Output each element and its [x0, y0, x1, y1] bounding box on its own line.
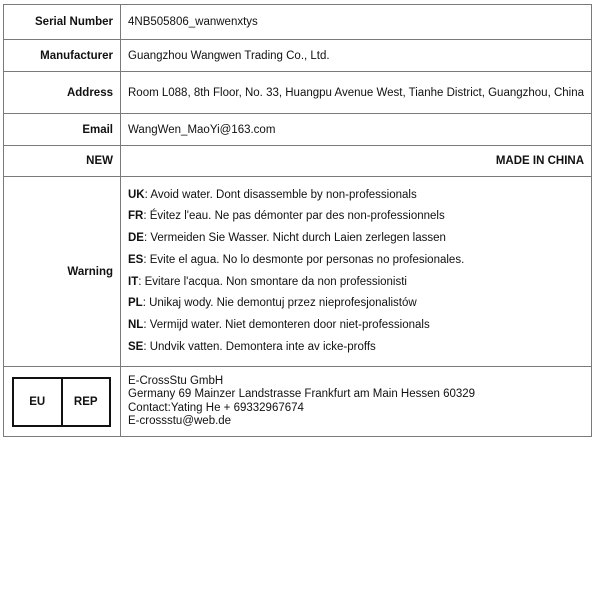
warning-item-pl — [128, 293, 585, 315]
warning-code: UK — [128, 188, 145, 201]
address-value: Room L088, 8th Floor, No. 33, Huangpu Avenue West, Tianhe District, Guangzhou, China — [121, 72, 592, 114]
warning-cell — [121, 177, 592, 367]
warning-code: NL — [128, 318, 144, 331]
product-label-table — [3, 4, 592, 437]
eu-rep-email: E-crossstu@web.de — [128, 415, 232, 427]
warning-text: : Vermeiden Sie Wasser. Nicht durch Laien zerlegen lassen — [143, 232, 446, 245]
eu-rep-contact: Contact:Yating He + 69332967674 — [128, 401, 304, 414]
eu-rep-badge-cell — [4, 367, 121, 437]
warning-item-de — [128, 228, 585, 250]
warning-text: : Undvik vatten. Demontera inte av icke-proffs — [143, 340, 376, 353]
address-label: Address — [4, 72, 121, 114]
warning-item-se — [128, 337, 585, 359]
made-in-value: MADE IN CHINA — [121, 146, 592, 177]
warning-item-it — [128, 272, 585, 294]
warning-text: : Avoid water. Dont disassemble by non-professionals — [144, 188, 417, 201]
warning-text: : Evite el agua. No lo desmonte por personas no profesionales. — [143, 253, 465, 266]
eu-rep-details — [121, 367, 592, 437]
email-row — [4, 114, 592, 146]
warning-item-fr — [128, 206, 585, 228]
warning-text: : Vermijd water. Niet demonteren door niet-professionals — [143, 318, 430, 331]
serial-number-label: Serial Number — [4, 5, 121, 40]
eu-rep-row — [4, 367, 592, 437]
warning-row — [4, 177, 592, 367]
warning-code: DE — [128, 232, 144, 245]
email-label: Email — [4, 114, 121, 146]
rep-badge-label: REP — [73, 395, 98, 408]
serial-number-row — [4, 5, 592, 40]
new-row — [4, 146, 592, 177]
warning-label: Warning — [4, 177, 121, 367]
manufacturer-row — [4, 40, 592, 72]
eu-rep-address: Germany 69 Mainzer Landstrasse Frankfurt am Main Hessen 60329 — [128, 388, 476, 400]
warning-text: : Evitare l'acqua. Non smontare da non professionisti — [138, 275, 407, 288]
new-label: NEW — [4, 146, 121, 177]
warning-code: PL — [128, 297, 143, 310]
warning-item-nl — [128, 315, 585, 337]
warning-code: ES — [128, 253, 144, 266]
warning-code: SE — [128, 340, 144, 353]
eu-rep-badge — [12, 377, 111, 427]
warning-item-es — [128, 250, 585, 272]
email-value: WangWen_MaoYi@163.com — [121, 114, 592, 146]
manufacturer-label: Manufacturer — [4, 40, 121, 72]
eu-badge-label: EU — [14, 379, 63, 425]
address-row — [4, 72, 592, 114]
serial-number-value: 4NB505806_wanwenxtys — [121, 5, 592, 40]
warning-text: : Évitez l'eau. Ne pas démonter par des non-professionnels — [143, 210, 445, 223]
manufacturer-value: Guangzhou Wangwen Trading Co., Ltd. — [121, 40, 592, 72]
warning-code: IT — [128, 275, 139, 288]
warning-code: FR — [128, 210, 144, 223]
warning-text: : Unikaj wody. Nie demontuj przez nieprofesjonalistów — [142, 297, 417, 310]
warning-item-uk — [128, 185, 585, 207]
warning-list — [128, 185, 585, 359]
eu-rep-company: E-CrossStu GmbH — [128, 374, 224, 387]
